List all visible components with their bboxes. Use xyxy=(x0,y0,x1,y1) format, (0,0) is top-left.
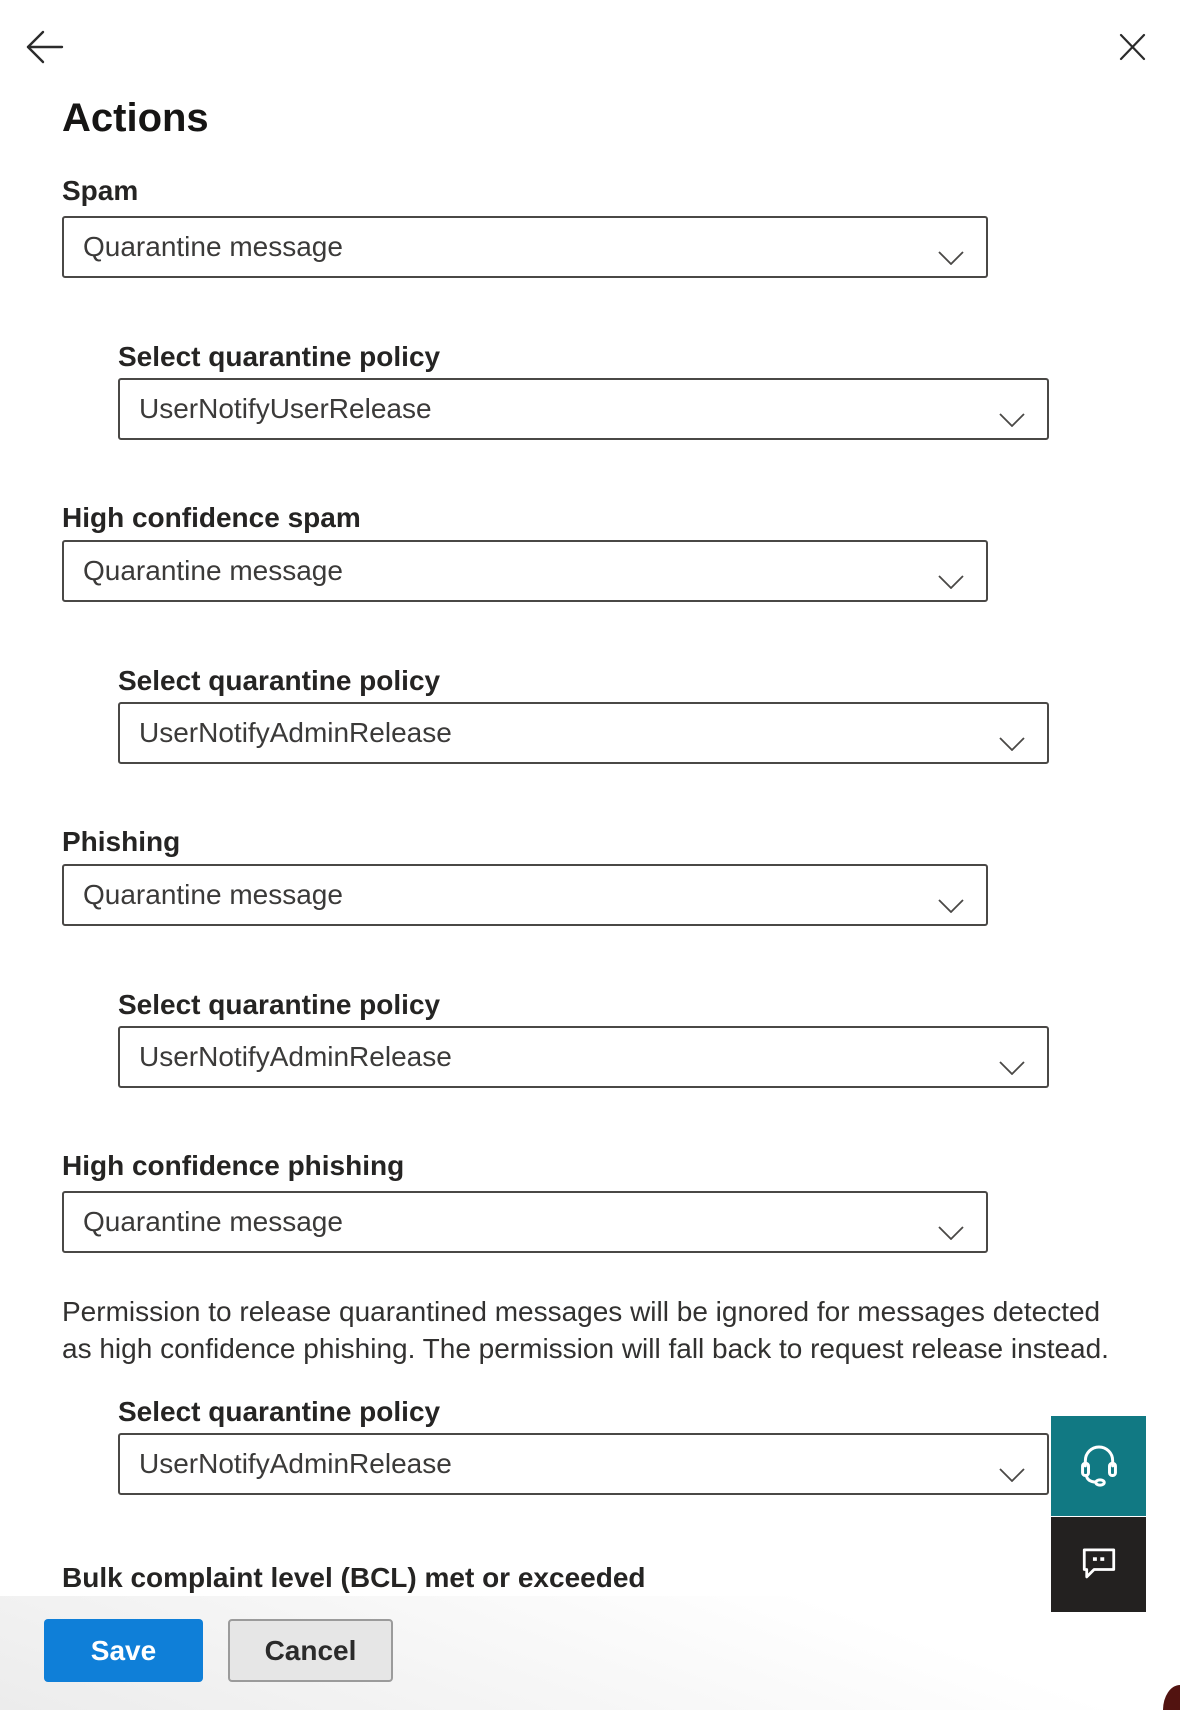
chevron-down-icon xyxy=(999,1457,1025,1489)
chevron-down-icon xyxy=(999,1050,1025,1082)
headset-icon xyxy=(1078,1442,1120,1491)
close-button[interactable] xyxy=(1112,28,1152,68)
footer-bar xyxy=(0,1596,1180,1710)
high-confidence-spam-policy-dropdown[interactable] xyxy=(118,702,1049,764)
high-confidence-spam-policy-value: UserNotifyAdminRelease xyxy=(139,717,452,748)
section-label-spam: Spam xyxy=(62,175,139,206)
chevron-down-icon xyxy=(938,564,964,596)
section-label-bulk-complaint-level: Bulk complaint level (BCL) met or exceeded xyxy=(62,1562,646,1593)
section-label-high-confidence-spam: High confidence spam xyxy=(62,502,361,533)
support-headset-button[interactable] xyxy=(1051,1416,1146,1516)
chevron-down-icon xyxy=(938,1215,964,1247)
chevron-down-icon xyxy=(938,240,964,272)
high-confidence-spam-action-value: Quarantine message xyxy=(83,555,343,586)
chat-feedback-button[interactable] xyxy=(1051,1517,1146,1612)
phishing-policy-label: Select quarantine policy xyxy=(118,989,441,1020)
high-confidence-phishing-policy-dropdown[interactable] xyxy=(118,1433,1049,1495)
phishing-action-dropdown[interactable] xyxy=(62,864,988,926)
spam-policy-value: UserNotifyUserRelease xyxy=(139,393,432,424)
spam-policy-label: Select quarantine policy xyxy=(118,341,441,372)
spam-action-value: Quarantine message xyxy=(83,231,343,262)
chat-bubble-icon xyxy=(1079,1545,1119,1584)
section-label-phishing: Phishing xyxy=(62,826,181,857)
phishing-policy-dropdown[interactable] xyxy=(118,1026,1049,1088)
back-arrow-icon xyxy=(26,52,64,67)
back-button[interactable] xyxy=(24,28,66,68)
high-confidence-spam-action-dropdown[interactable] xyxy=(62,540,988,602)
spam-action-dropdown[interactable] xyxy=(62,216,988,278)
cancel-button[interactable]: Cancel xyxy=(228,1619,393,1682)
high-confidence-phishing-policy-value: UserNotifyAdminRelease xyxy=(139,1448,452,1479)
high-confidence-phishing-action-value: Quarantine message xyxy=(83,1206,343,1237)
phishing-policy-value: UserNotifyAdminRelease xyxy=(139,1041,452,1072)
close-icon xyxy=(1119,49,1146,64)
high-confidence-phishing-note: Permission to release quarantined messages will be ignored for messages detected as high confidence phishing. The permission will fall back to request release instead. xyxy=(62,1296,1109,1364)
high-confidence-phishing-policy-label: Select quarantine policy xyxy=(118,1396,441,1427)
high-confidence-spam-policy-label: Select quarantine policy xyxy=(118,665,441,696)
chevron-down-icon xyxy=(999,726,1025,758)
page-title: Actions xyxy=(62,96,209,140)
high-confidence-phishing-action-dropdown[interactable] xyxy=(62,1191,988,1253)
chevron-down-icon xyxy=(999,402,1025,434)
section-label-high-confidence-phishing: High confidence phishing xyxy=(62,1150,405,1181)
chevron-down-icon xyxy=(938,888,964,920)
spam-policy-dropdown[interactable] xyxy=(118,378,1049,440)
phishing-action-value: Quarantine message xyxy=(83,879,343,910)
save-button[interactable]: Save xyxy=(44,1619,203,1682)
